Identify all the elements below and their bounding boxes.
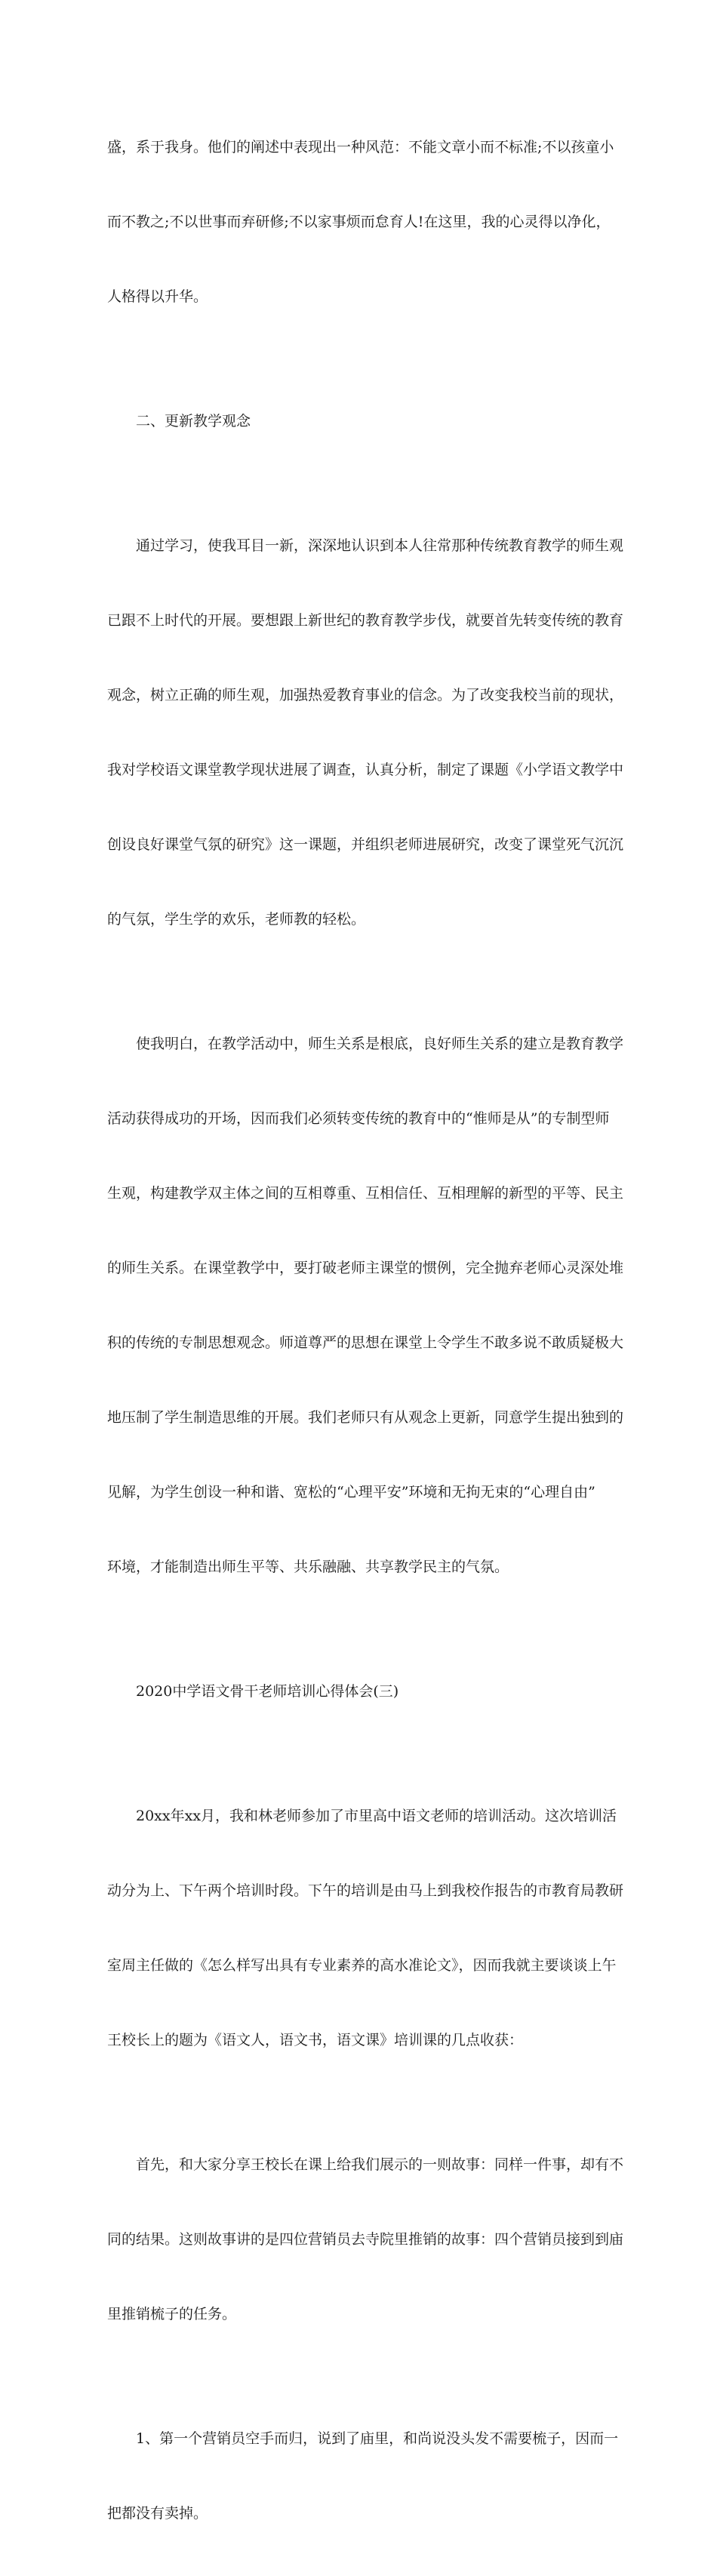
paragraph bbox=[107, 1754, 624, 2103]
text-line: 地压制了学生制造思维的开展。我们老师只有从观念上更新，同意学生提出独到的 bbox=[107, 1409, 624, 1426]
text-line: 已跟不上时代的开展。要想跟上新世纪的教育教学步伐，就要首先转变传统的教育 bbox=[107, 612, 624, 629]
text-line: 生观，构建教学双主体之间的互相尊重、互相信任、互相理解的新型的平等、民主 bbox=[107, 1185, 624, 1202]
section-title bbox=[107, 1630, 614, 1754]
paragraph bbox=[107, 982, 624, 1630]
text-line: 使我明白，在教学活动中，师生关系是根底，良好师生关系的建立是教育教学 bbox=[136, 1036, 624, 1052]
text-line: 室周主任做的《怎么样写出具有专业素养的高水准论文》，因而我就主要谈谈上午 bbox=[107, 1957, 617, 1974]
text-line: 王校长上的题为《语文人，语文书，语文课》培训课的几点收获： bbox=[107, 2032, 524, 2048]
text-line: 首先，和大家分享王校长在课上给我们展示的一则故事：同样一件事，却有不 bbox=[136, 2156, 624, 2173]
text-line: 1、第一个营销员空手而归，说到了庙里，和尚说没头发不需要梳子，因而一 bbox=[136, 2430, 619, 2447]
paragraph bbox=[107, 2377, 619, 2576]
section-heading bbox=[107, 359, 614, 484]
text-line: 动分为上、下午两个培训时段。下午的培训是由马上到我校作报告的市教育局教研 bbox=[107, 1882, 624, 1899]
text-line: 通过学习，使我耳目一新，深深地认识到本人往常那种传统教育教学的师生观 bbox=[136, 537, 624, 554]
text-line: 活动获得成功的开场，因而我们必须转变传统的教育中的“惟师是从”的专制型师 bbox=[107, 1110, 610, 1127]
text-line: 见解，为学生创设一种和谐、宽松的“心理平安”环境和无拘无束的“心理自由” bbox=[107, 1484, 595, 1500]
text-line: 同的结果。这则故事讲的是四位营销员去寺院里推销的故事：四个营销员接到到庙 bbox=[107, 2231, 624, 2248]
text-line: 20xx年xx月，我和林老师参加了市里高中语文老师的培训活动。这次培训活 bbox=[136, 1808, 617, 1824]
text-line: 的气氛，学生学的欢乐，老师教的轻松。 bbox=[107, 911, 366, 928]
text-line: 创设良好课堂气氛的研究》这一课题，并组织老师进展研究，改变了课堂死气沉沉 bbox=[107, 836, 624, 853]
text-line: 我对学校语文课堂教学现状进展了调查，认真分析，制定了课题《小学语文教学中 bbox=[107, 762, 624, 778]
heading-line: 二、更新教学观念 bbox=[136, 413, 251, 429]
text-line: 观念，树立正确的师生观，加强热爱教育事业的信念。为了改变我校当前的现状， bbox=[107, 687, 624, 703]
paragraph bbox=[107, 2103, 624, 2377]
text-line: 积的传统的专制思想观念。师道尊严的思想在课堂上令学生不敢多说不敢质疑极大 bbox=[107, 1334, 624, 1351]
document-body bbox=[107, 85, 624, 2576]
text-line: 把都没有卖掉。 bbox=[107, 2505, 208, 2522]
text-line: 里推销梳子的任务。 bbox=[107, 2306, 237, 2322]
title-line: 2020中学语文骨干老师培训心得体会(三) bbox=[136, 1683, 399, 1700]
text-line: 盛，系于我身。他们的阐述中表现出一种风范：不能文章小而不标准;不以孩童小 bbox=[107, 139, 614, 155]
text-line: 的师生关系。在课堂教学中，要打破老师主课堂的惯例，完全抛弃老师心灵深处堆 bbox=[107, 1260, 624, 1276]
text-line: 人格得以升华。 bbox=[107, 288, 208, 305]
text-line: 环境，才能制造出师生平等、共乐融融、共享教学民主的气氛。 bbox=[107, 1559, 509, 1575]
text-line: 而不教之;不以世事而弃研修;不以家事烦而怠育人!在这里，我的心灵得以净化， bbox=[107, 214, 611, 230]
paragraph-continuation bbox=[107, 85, 614, 359]
paragraph bbox=[107, 484, 624, 982]
